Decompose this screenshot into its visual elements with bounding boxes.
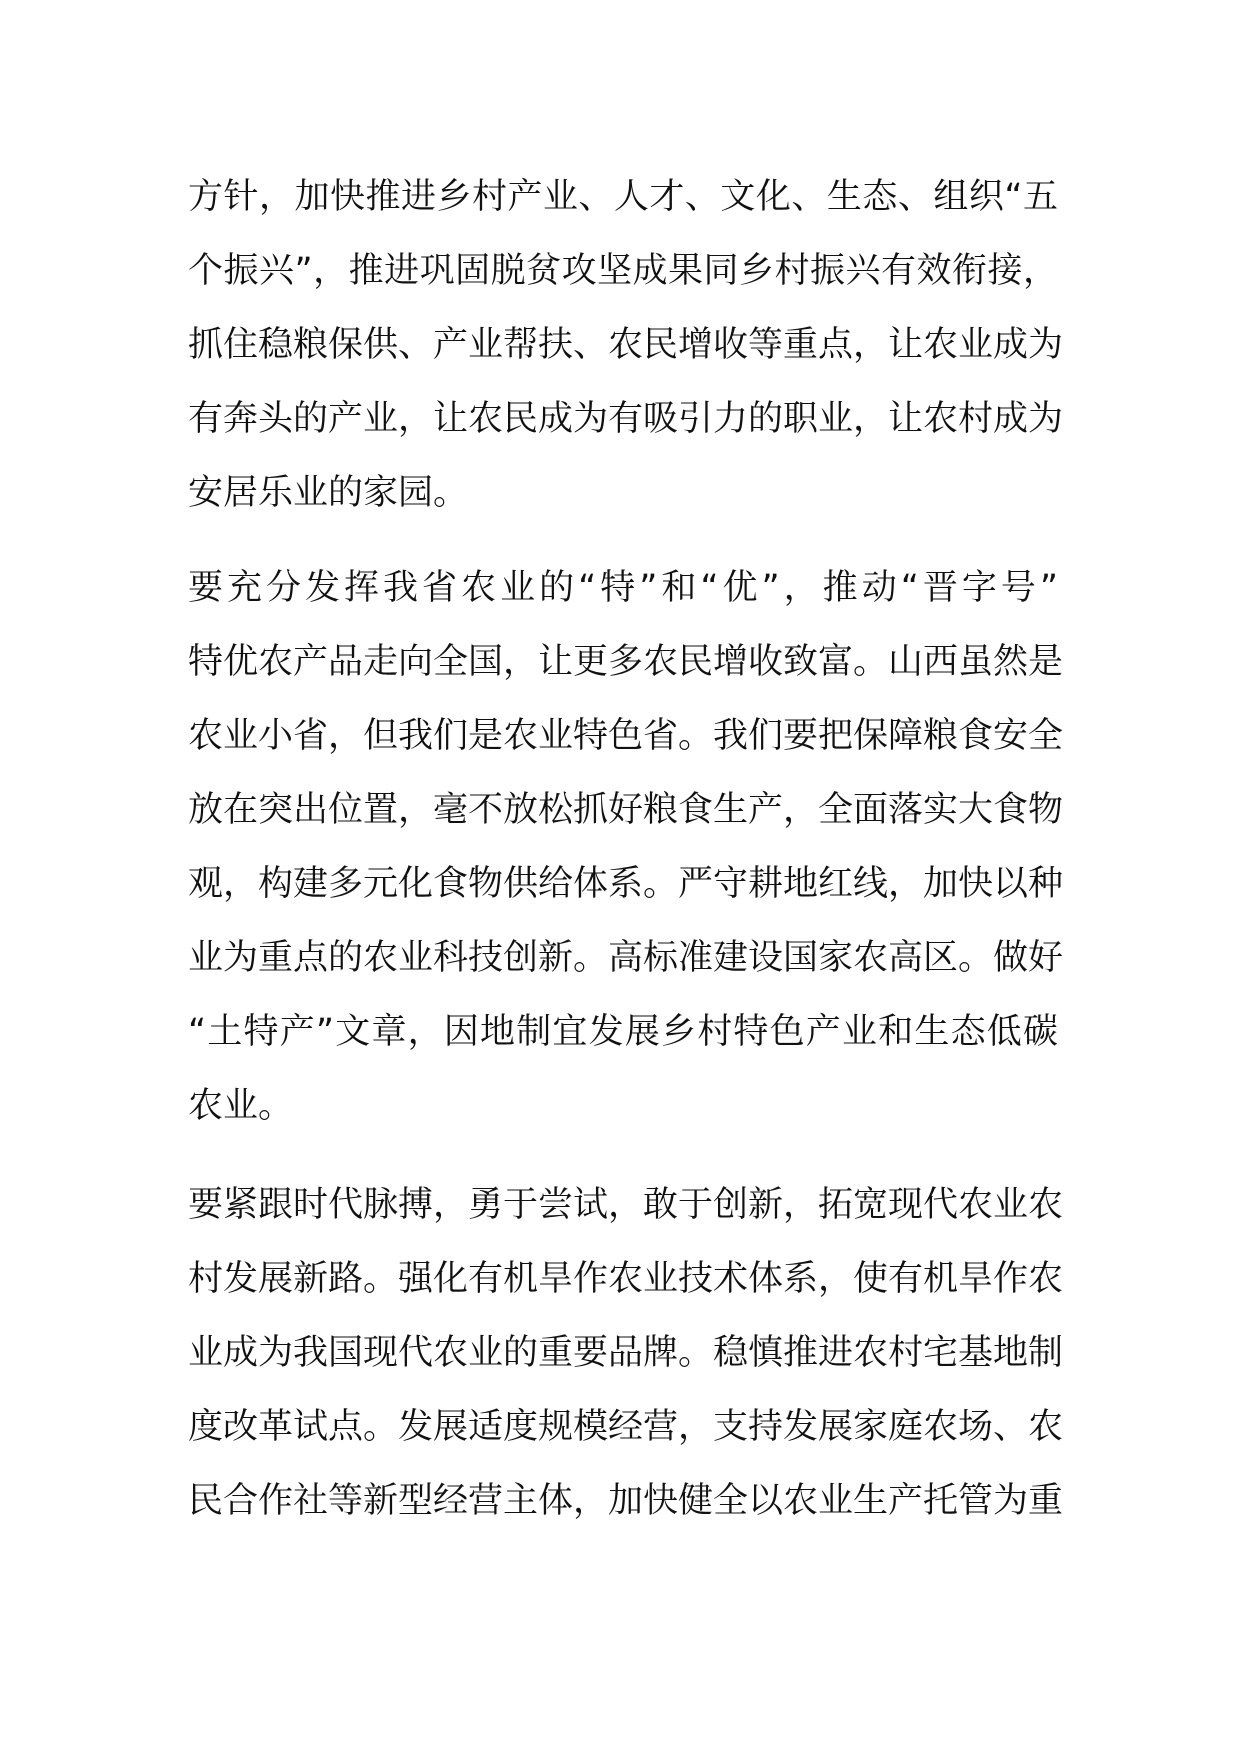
text-line: 抓住稳粮保供、产业帮扶、农民增收等重点，让农业成为 (188, 325, 1064, 365)
text-line: 特优农产品走向全国，让更多农民增收致富。山西虽然是 (188, 642, 1064, 682)
text-line: 放在突出位置，毫不放松抓好粮食生产，全面落实大食物 (188, 790, 1064, 830)
text-line: 村发展新路。强化有机旱作农业技术体系，使有机旱作农 (188, 1259, 1064, 1299)
text-line: “土特产”文章，因地制宜发展乡村特色产业和生态低碳 (188, 1012, 1058, 1052)
text-line: 观，构建多元化食物供给体系。严守耕地红线，加快以种 (188, 864, 1064, 904)
paragraph-2 (188, 551, 1064, 1143)
text-line: 农业。 (188, 1086, 294, 1126)
text-line: 有奔头的产业，让农民成为有吸引力的职业，让农村成为 (188, 399, 1064, 439)
text-line: 农业小省，但我们是农业特色省。我们要把保障粮食安全 (188, 716, 1064, 756)
text-line: 个振兴”，推进巩固脱贫攻坚成果同乡村振兴有效衔接， (188, 251, 1058, 291)
paragraph-1 (188, 160, 1064, 530)
text-line: 要充分发挥我省农业的“特”和“优”，推动“晋字号” (188, 568, 1058, 608)
text-line: 民合作社等新型经营主体，加快健全以农业生产托管为重 (188, 1481, 1064, 1521)
text-line: 业为重点的农业科技创新。高标准建设国家农高区。做好 (188, 938, 1064, 978)
text-line: 安居乐业的家园。 (188, 473, 469, 513)
text-line: 度改革试点。发展适度规模经营，支持发展家庭农场、农 (188, 1407, 1064, 1447)
paragraph-3 (188, 1168, 1064, 1538)
text-line: 业成为我国现代农业的重要品牌。稳慎推进农村宅基地制 (188, 1333, 1064, 1373)
text-line: 方针，加快推进乡村产业、人才、文化、生态、组织“五 (188, 177, 1058, 217)
text-line: 要紧跟时代脉搏，勇于尝试，敢于创新，拓宽现代农业农 (188, 1185, 1064, 1225)
